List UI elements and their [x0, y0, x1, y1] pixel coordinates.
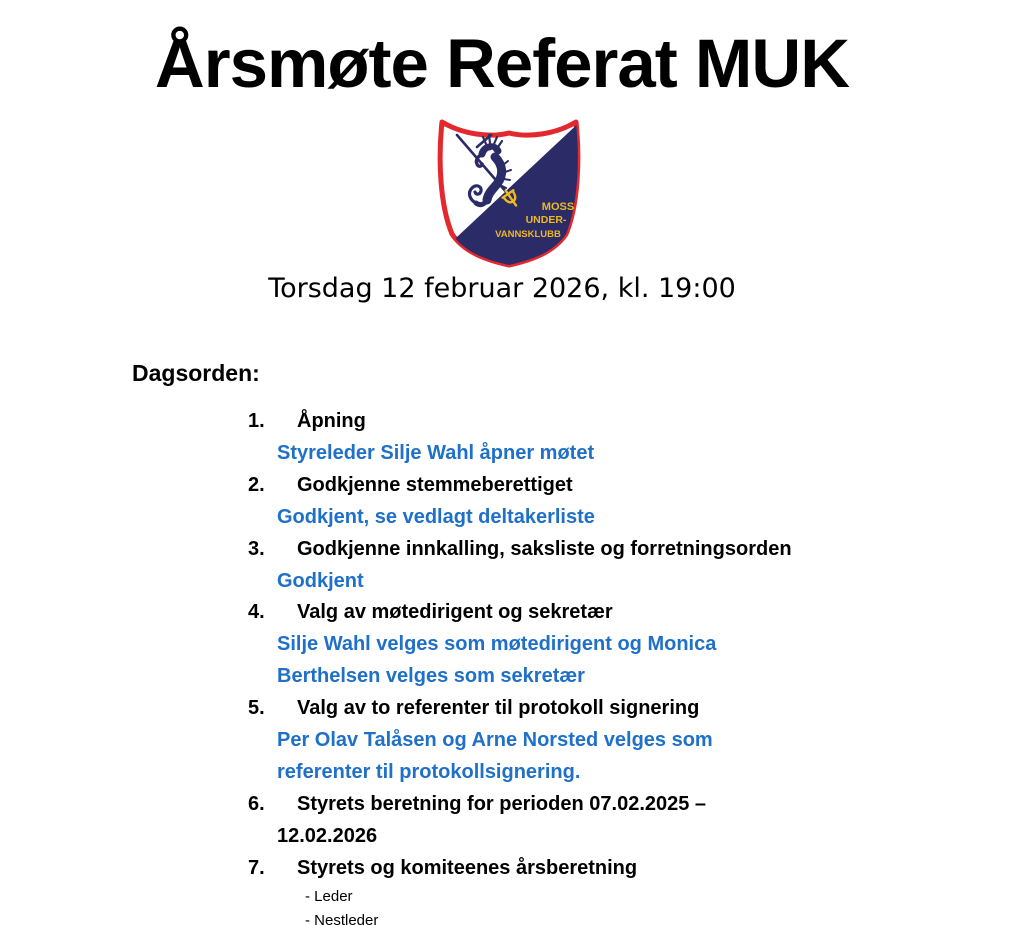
agenda-heading: Dagsorden: — [132, 360, 260, 386]
agenda-item-title-row — [0, 534, 1024, 566]
seahorse-eye — [491, 150, 494, 153]
agenda-item — [0, 534, 1024, 598]
meeting-datetime: Torsdag 12 februar 2026, kl. 19:00 — [268, 273, 736, 304]
item-title: Godkjenne innkalling, saksliste og forretningsorden — [297, 537, 792, 560]
item-title: Valg av møtedirigent og sekretær — [297, 601, 613, 624]
agenda-item — [0, 693, 1024, 789]
agenda-item-title-row — [0, 470, 1024, 502]
item-title: Valg av to referenter til protokoll signering — [297, 697, 700, 720]
item-number: 6. — [248, 792, 265, 815]
agenda-item-title-row — [0, 693, 1024, 725]
agenda-item — [0, 789, 1024, 853]
item-title: Godkjenne stemmeberettiget — [297, 473, 573, 496]
item-title: Åpning — [297, 410, 366, 432]
agenda-item-title-row — [0, 789, 1024, 821]
item-subitem: - Leder — [305, 887, 353, 905]
agenda-list — [0, 406, 1024, 925]
agenda-item — [0, 406, 1024, 470]
agenda-item — [0, 597, 1024, 693]
item-subitem: - Nestleder — [305, 911, 379, 925]
item-title: Styrets og komiteenes årsberetning — [297, 856, 638, 879]
agenda-item-title-row — [0, 406, 1024, 438]
item-number: 5. — [248, 697, 265, 720]
item-number: 2. — [248, 473, 265, 496]
item-title-continued: 12.02.2026 — [277, 824, 378, 847]
shield-crest-icon — [434, 110, 584, 272]
agenda-item — [0, 853, 1024, 925]
item-note: Godkjent, se vedlagt deltakerliste — [277, 505, 595, 528]
item-note: Silje Wahl velges som møtedirigent og Monica — [277, 633, 717, 656]
item-number: 3. — [248, 537, 265, 560]
item-title: Styrets beretning for perioden 07.02.2025 – — [297, 792, 707, 815]
logo-text-line-2: UNDER- — [525, 214, 567, 226]
item-note: referenter til protokollsignering. — [277, 760, 581, 783]
document-title: Årsmøte Referat MUK — [154, 25, 850, 102]
agenda-item — [0, 470, 1024, 534]
item-note: Styreleder Silje Wahl åpner møtet — [277, 441, 595, 464]
club-logo — [434, 110, 584, 272]
item-number: 7. — [248, 856, 265, 879]
item-note: Godkjent — [277, 569, 364, 592]
item-number: 4. — [248, 601, 265, 624]
logo-text-line-3: VANNSKLUBB — [495, 229, 561, 240]
agenda-item-title-row — [0, 597, 1024, 629]
logo-text-line-1: MOSS — [541, 201, 575, 213]
item-note: Per Olav Talåsen og Arne Norsted velges som — [277, 729, 713, 752]
item-number: 1. — [248, 410, 265, 432]
agenda-item-title-row — [0, 853, 1024, 885]
item-note: Berthelsen velges som sekretær — [277, 665, 585, 688]
